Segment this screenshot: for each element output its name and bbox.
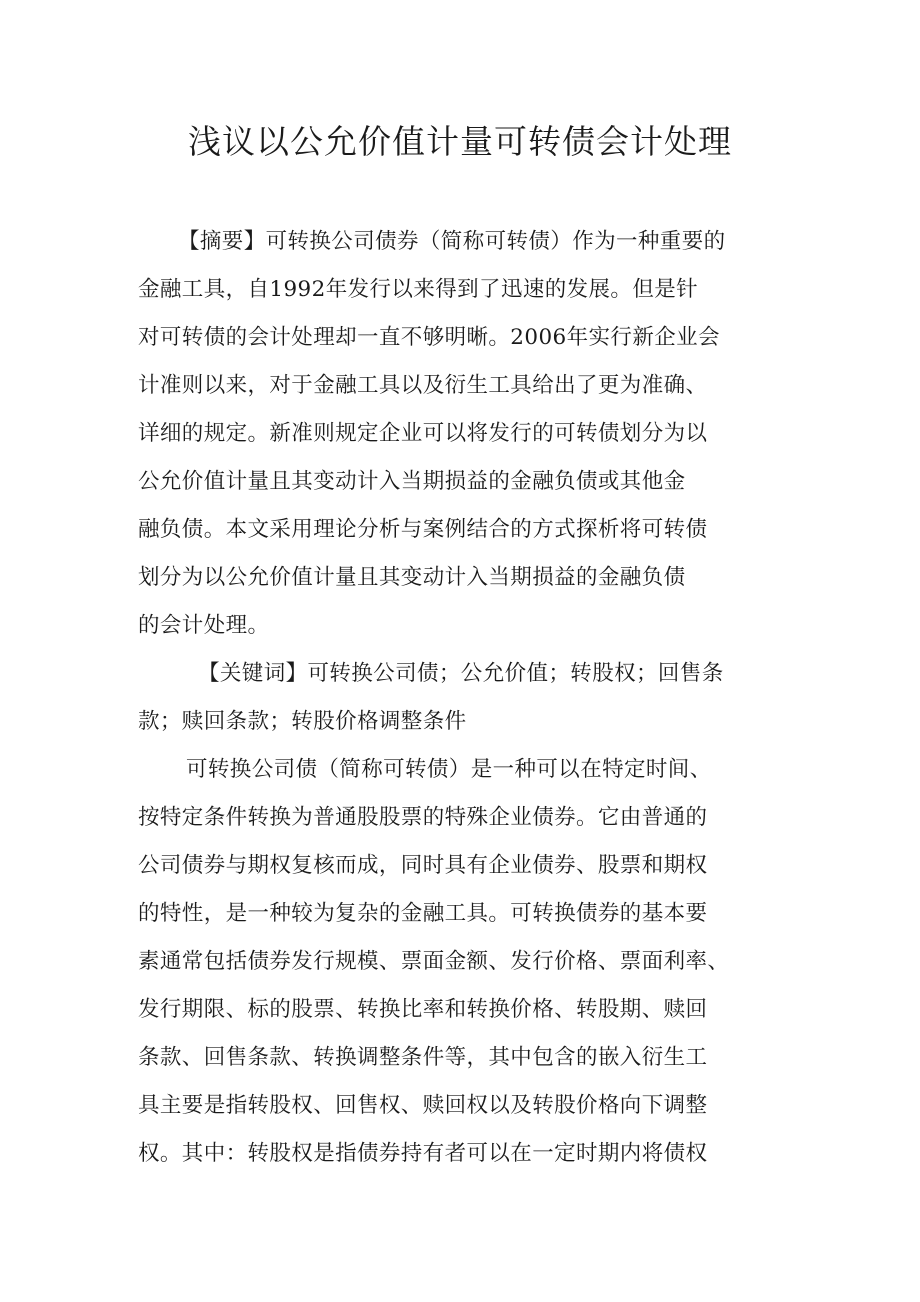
- body-line-1: 可转换公司债（简称可转债）是一种可以在特定时间、: [186, 757, 712, 782]
- body-line-9: 权。其中：转股权是指债券持有者可以在一定时期内将债权: [138, 1141, 708, 1166]
- keywords-line-1: 【关键词】可转换公司债；公允价值；转股权；回售条: [198, 661, 724, 686]
- abstract-line-8: 划分为以公允价值计量且其变动计入当期损益的金融负债: [138, 565, 686, 590]
- body-line-7: 条款、回售条款、转换调整条件等，其中包含的嵌入衍生工: [138, 1045, 708, 1070]
- abstract-line-9: 的会计处理。: [138, 613, 270, 638]
- abstract-line-1: 【摘要】可转换公司债券（简称可转债）作为一种重要的: [178, 229, 726, 254]
- body-line-2: 按特定条件转换为普通股股票的特殊企业债券。它由普通的: [138, 805, 708, 830]
- abstract-line-2: 金融工具，自1992年发行以来得到了迅速的发展。但是针: [138, 277, 699, 302]
- keywords-line-2: 款；赎回条款；转股价格调整条件: [138, 709, 467, 734]
- abstract-line-7: 融负债。本文采用理论分析与案例结合的方式探析将可转债: [138, 517, 708, 542]
- abstract-line-3: 对可转债的会计处理却一直不够明晰。2006年实行新企业会: [138, 325, 720, 350]
- document-title: 浅议以公允价值计量可转债会计处理: [188, 122, 732, 161]
- abstract-line-4: 计准则以来，对于金融工具以及衍生工具给出了更为准确、: [138, 373, 708, 398]
- abstract-line-5: 详细的规定。新准则规定企业可以将发行的可转债划分为以: [138, 421, 708, 446]
- body-line-5: 素通常包括债券发行规模、票面金额、发行价格、票面利率、: [138, 949, 730, 974]
- body-line-8: 具主要是指转股权、回售权、赎回权以及转股价格向下调整: [138, 1093, 708, 1118]
- body-line-3: 公司债券与期权复核而成，同时具有企业债券、股票和期权: [138, 853, 708, 878]
- body-line-4: 的特性，是一种较为复杂的金融工具。可转换债券的基本要: [138, 901, 708, 926]
- abstract-line-6: 公允价值计量且其变动计入当期损益的金融负债或其他金: [138, 469, 686, 494]
- body-line-6: 发行期限、标的股票、转换比率和转换价格、转股期、赎回: [138, 997, 708, 1022]
